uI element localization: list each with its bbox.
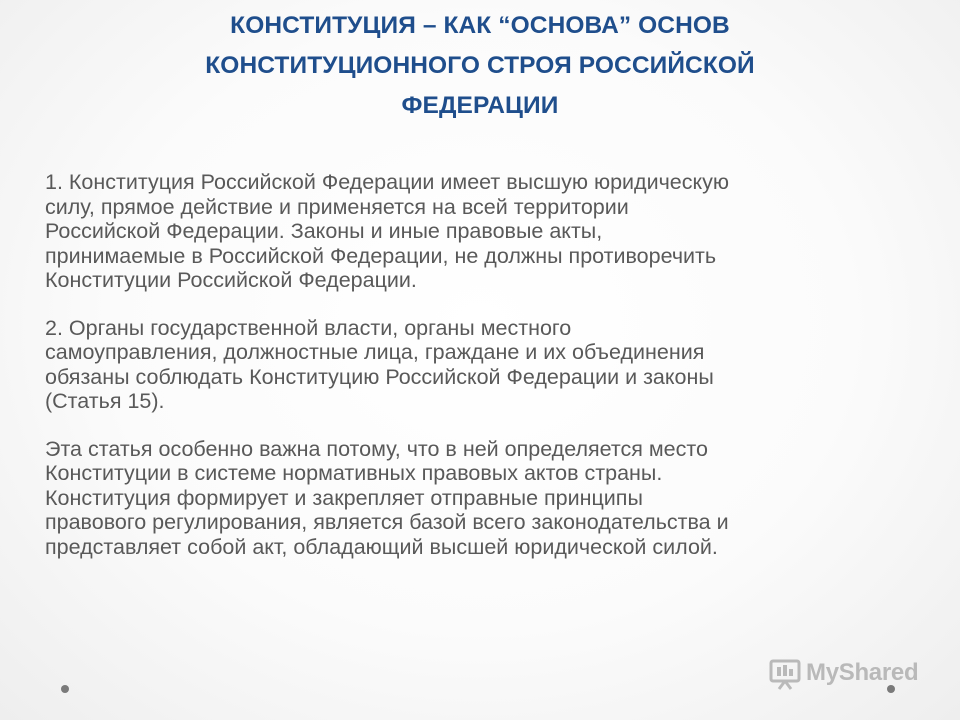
title-line: КОНСТИТУЦИОННОГО СТРОЯ РОССИЙСКОЙ <box>205 52 755 79</box>
text-line: самоуправления, должностные лица, граждане и их объединения <box>45 340 705 364</box>
text-line: силу, прямое действие и применяется на всей территории <box>45 194 629 219</box>
title-line: КОНСТИТУЦИЯ – КАК “ОСНОВА” ОСНОВ <box>230 12 730 39</box>
slide-title <box>80 6 880 126</box>
paragraph-explanation <box>45 437 915 560</box>
title-line: ФЕДЕРАЦИИ <box>401 92 559 119</box>
text-line: Конституции Российской Федерации. <box>45 268 417 292</box>
text-line: представляет собой акт, обладающий высшей юридической силой. <box>45 534 718 559</box>
text-line: обязаны соблюдать Конституцию Российской Федерации и законы <box>45 364 714 389</box>
text-line: 2. Органы государственной власти, органы местного <box>45 315 572 340</box>
text-line: принимаемые в Российской Федерации, не должны противоречить <box>45 243 717 268</box>
text-line: Конституции в системе нормативных правовых актов страны. <box>45 461 663 485</box>
text-line: Российской Федерации. Законы и иные правовые акты, <box>45 219 603 243</box>
text-line: правового регулирования, является базой всего законодательства и <box>45 510 729 534</box>
presentation-board-icon <box>768 656 804 690</box>
text-line: 1. Конституция Российской Федерации имеет высшую юридическую <box>45 170 730 194</box>
text-line: Конституция формирует и закрепляет отправные принципы <box>45 485 643 510</box>
watermark-text: MyShared <box>806 659 919 686</box>
text-line: Эта статья особенно важна потому, что в ней определяется место <box>45 436 708 461</box>
text-line: (Статья 15). <box>45 389 165 413</box>
paragraph-article-15-part-1 <box>45 170 915 293</box>
decorative-dot-left <box>61 685 69 693</box>
paragraph-article-15-part-2 <box>45 316 915 414</box>
slide-body <box>45 170 915 582</box>
watermark-logo <box>768 656 928 690</box>
